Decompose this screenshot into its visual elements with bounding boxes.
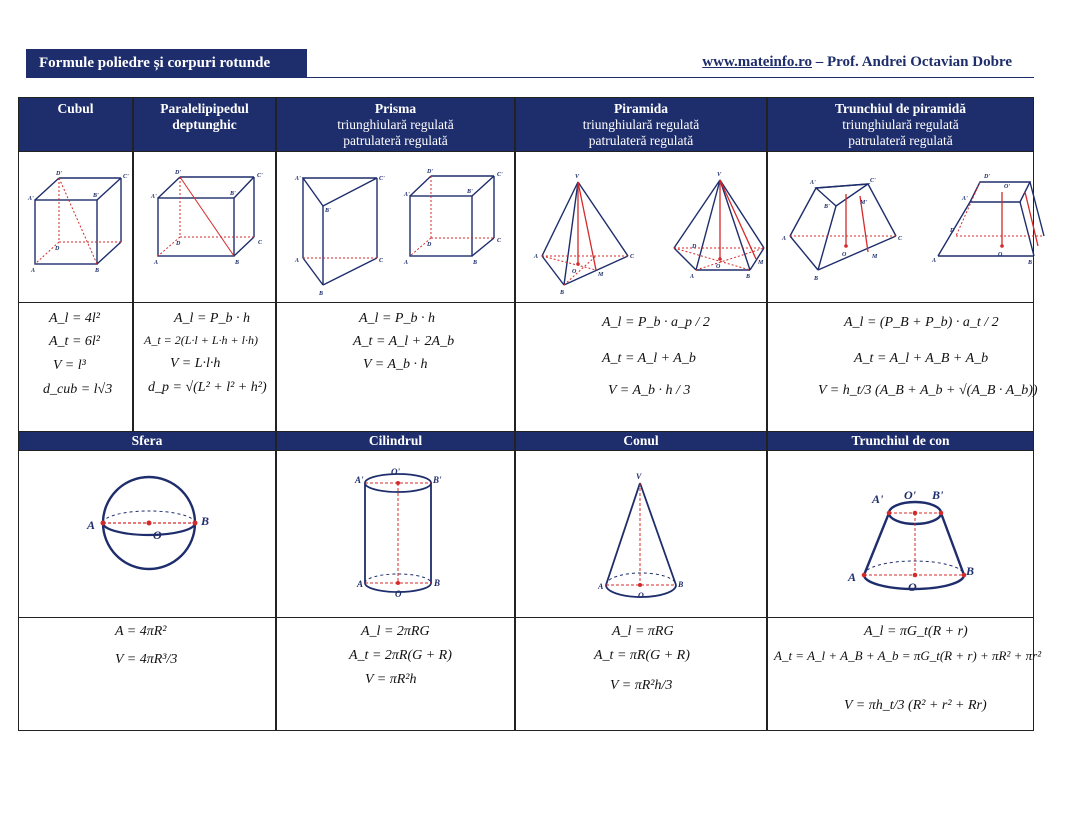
sphere-volume: V = 4πR³/3 <box>115 652 178 667</box>
label-c: C <box>898 236 903 242</box>
label-a1: A' <box>295 176 301 182</box>
label-d: D <box>427 242 432 248</box>
label-d: D <box>950 228 955 234</box>
prism-volume: V = A_b · h <box>363 357 428 372</box>
label-d1: D' <box>984 174 990 180</box>
label-a: A <box>404 260 409 266</box>
label-a1: A' <box>872 492 884 506</box>
frustum-pyramid-lateral-area: A_l = (P_B + P_b) · a_t / 2 <box>844 315 999 330</box>
polyhedra-formula-row <box>18 302 1038 432</box>
label-a1: A' <box>28 196 34 202</box>
frustum-pyramid-volume: V = h_t/3 (A_B + A_b + √(A_B · A_b)) <box>818 383 1038 398</box>
cylinder-total-area: A_t = 2πR(G + R) <box>349 648 452 663</box>
cone-figure <box>515 450 767 618</box>
label-b: B <box>966 564 975 578</box>
frustum-cone-volume: V = πh_t/3 (R² + r² + Rr) <box>844 698 987 713</box>
label-a: A <box>782 236 787 242</box>
label-c1: C' <box>497 172 503 178</box>
cube-total-area: A_t = 6l² <box>49 334 100 349</box>
header-paralelipiped: Paralelipipedul deptunghic <box>133 97 276 152</box>
round-header-row <box>18 431 1034 451</box>
cuboid-volume: V = L·l·h <box>170 356 221 371</box>
cone-formulas <box>515 617 767 731</box>
label-a1: A' <box>810 180 816 186</box>
header-trunchi-con: Trunchiul de con <box>767 431 1034 451</box>
cube-lateral-area: A_l = 4l² <box>49 311 100 326</box>
sphere-area: A = 4πR² <box>115 624 167 639</box>
frustum-cone-figure <box>767 450 1034 618</box>
label-b1: B' <box>467 189 473 195</box>
label-c: C <box>379 258 384 264</box>
label-b1: B' <box>932 488 944 502</box>
pyramid-formulas <box>515 302 767 432</box>
label-d1: D' <box>56 171 62 177</box>
frustum-pyramid-total-area: A_t = A_l + A_B + A_b <box>854 351 989 366</box>
label-o1: O' <box>904 488 916 502</box>
frustum-cone-lateral-area: A_l = πG_t(R + r) <box>864 624 968 639</box>
cube-diagonal: d_cub = l√3 <box>43 382 113 397</box>
frustum-pyramid-figure <box>767 151 1034 303</box>
frustum-pyramid-formulas <box>767 302 1038 432</box>
label-a: A <box>598 582 604 591</box>
label-d: D <box>55 246 60 252</box>
label-c1: C' <box>379 176 385 182</box>
label-b1: B' <box>93 193 99 199</box>
label-c: C <box>497 238 502 244</box>
label-a1: A' <box>151 194 157 200</box>
label-b1: B' <box>325 208 331 214</box>
prism-total-area: A_t = A_l + 2A_b <box>353 334 455 349</box>
pyramid-volume: V = A_b · h / 3 <box>608 383 691 398</box>
label-a: A <box>31 268 36 274</box>
label-c1: C' <box>257 173 263 179</box>
cylinder-lateral-area: A_l = 2πRG <box>361 624 430 639</box>
pyramid-figure <box>515 151 767 303</box>
label-v: V <box>717 172 722 178</box>
label-b: B <box>746 274 751 280</box>
label-b: B <box>95 268 100 274</box>
label-v: V <box>636 472 642 481</box>
label-a: A <box>154 260 159 266</box>
cone-total-area: A_t = πR(G + R) <box>594 648 690 663</box>
cone-volume: V = πR²h/3 <box>610 678 673 693</box>
label-c: C <box>630 254 635 260</box>
label-o: O <box>998 252 1003 258</box>
header-cilindrul: Cilindrul <box>276 431 515 451</box>
label-c: C <box>258 240 263 246</box>
cone-lateral-area: A_l = πRG <box>612 624 674 639</box>
header-piramida: Piramida triunghiulară regulată patrulateră regulată <box>515 97 767 152</box>
label-o1: O' <box>1004 184 1010 190</box>
label-a: A <box>690 274 695 280</box>
label-b: B <box>814 276 819 282</box>
label-o: O <box>395 589 402 599</box>
label-a: A <box>932 258 937 264</box>
label-c1: C' <box>123 174 129 180</box>
header-prisma: Prisma triunghiulară regulată patrulateră regulată <box>276 97 515 152</box>
header-rule <box>307 77 1034 78</box>
label-b: B <box>560 290 565 296</box>
header-cubul: Cubul <box>18 97 133 152</box>
cylinder-formulas <box>276 617 515 731</box>
label-a: A <box>848 570 857 584</box>
header-sfera: Sfera <box>18 431 276 451</box>
author-line <box>702 54 1012 71</box>
cube-figure <box>18 151 133 303</box>
sphere-formulas <box>18 617 276 731</box>
label-d: D <box>176 241 181 247</box>
label-d: D <box>692 244 697 250</box>
frustum-cone-formulas <box>767 617 1042 731</box>
separator: – <box>812 54 827 70</box>
label-c1: C' <box>870 178 876 184</box>
label-b1: B' <box>230 191 236 197</box>
label-b: B <box>678 580 684 589</box>
label-a: A <box>534 254 539 260</box>
label-a1: A' <box>962 196 968 202</box>
label-o: O <box>572 269 577 275</box>
label-o: O <box>638 591 644 600</box>
label-b: B <box>201 514 210 528</box>
label-b: B <box>1028 260 1033 266</box>
cuboid-lateral-area: A_l = P_b · h <box>174 311 250 326</box>
label-b1: B' <box>433 475 442 485</box>
label-b: B <box>235 260 240 266</box>
label-o: O <box>153 528 162 542</box>
label-o: O <box>842 252 847 258</box>
polyhedra-figure-row <box>18 151 1034 303</box>
polyhedra-header-row <box>18 97 1034 152</box>
cuboid-diagonal: d_p = √(L² + l² + h²) <box>148 380 267 395</box>
label-a: A <box>295 258 300 264</box>
cuboid-total-area: A_t = 2(L·l + L·h + l·h) <box>144 333 258 347</box>
cylinder-volume: V = πR²h <box>365 672 417 687</box>
label-b: B <box>473 260 478 266</box>
label-m: M <box>598 272 604 278</box>
label-o: O <box>908 580 917 594</box>
label-o: O <box>716 264 721 270</box>
cylinder-figure <box>276 450 515 618</box>
cuboid-figure <box>133 151 276 303</box>
label-v: V <box>575 174 580 180</box>
prism-lateral-area: A_l = P_b · h <box>359 311 435 326</box>
prism-formulas <box>276 302 515 432</box>
label-a: A <box>87 518 96 532</box>
label-m: M <box>758 260 764 266</box>
label-d1: D' <box>427 169 433 175</box>
pyramid-lateral-area: A_l = P_b · a_p / 2 <box>602 315 710 330</box>
round-formula-row <box>18 617 1042 731</box>
header-trunchi-piramida: Trunchiul de piramidă triunghiulară regulată patrulateră regulată <box>767 97 1034 152</box>
label-d1: D' <box>175 170 181 176</box>
label-b1: B' <box>824 204 830 210</box>
sphere-figure <box>18 450 276 618</box>
frustum-cone-total-area: A_t = A_l + A_B + A_b = πG_t(R + r) + πR² + πr² <box>774 648 1042 663</box>
label-a1: A' <box>404 192 410 198</box>
label-m: M <box>872 254 878 260</box>
label-a1: A' <box>355 475 364 485</box>
round-figure-row <box>18 450 1034 618</box>
prism-figure <box>276 151 515 303</box>
label-m1: M' <box>860 200 868 206</box>
header-conul: Conul <box>515 431 767 451</box>
cuboid-formulas <box>133 302 276 432</box>
label-a: A <box>357 579 364 589</box>
cube-volume: V = l³ <box>53 358 86 373</box>
site-link[interactable]: www.mateinfo.ro <box>702 54 812 70</box>
author-name: Prof. Andrei Octavian Dobre <box>827 54 1012 70</box>
label-b: B <box>434 578 441 588</box>
pyramid-total-area: A_t = A_l + A_b <box>602 351 696 366</box>
label-b: B <box>319 291 324 297</box>
label-o1: O' <box>391 467 400 477</box>
cube-formulas <box>18 302 133 432</box>
page-title: Formule poliedre și corpuri rotunde <box>26 49 307 78</box>
